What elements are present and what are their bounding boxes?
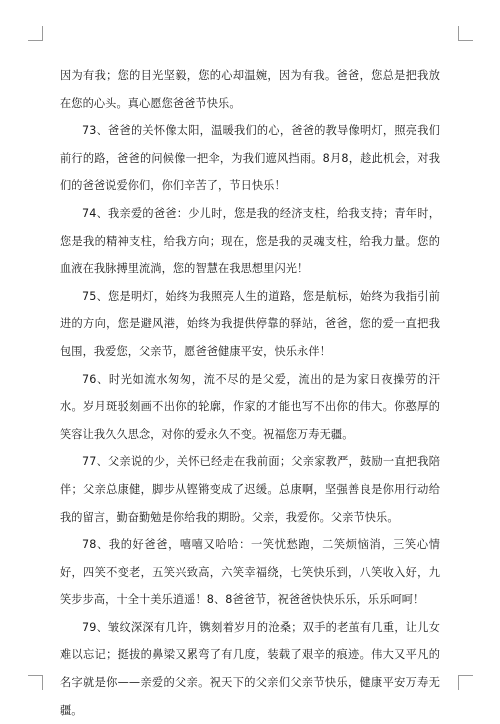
paragraph-76: 76、时光如流水匆匆，流不尽的是父爱，流出的是为家日夜操劳的汗水。岁月斑驳刻画不出你的轮廓，作家的才能也写不出你的伟大。你憨厚的笑容让我久久思念，对你的爱永久不变。祝福您万寿无疆。 [60, 372, 440, 441]
paragraph-74: 74、我亲爱的爸爸：少儿时，您是我的经济支柱，给我支持；青年时，您是我的精神支柱，给我方向；现在，您是我的灵魂支柱，给我力量。您的血液在我脉搏里流淌，您的智慧在我思想里闪光！ [60, 206, 440, 276]
document-body [60, 62, 440, 724]
crop-mark-top-right [458, 26, 473, 41]
paragraph-continuation: 因为有我；您的目光坚毅，您的心却温婉，因为有我。爸爸，您总是把我放在您的心头。真心愿您爸爸节快乐。 [60, 69, 440, 110]
paragraph-78: 78、我的好爸爸，嘻嘻又哈哈：一笑忧愁跑，二笑烦恼消，三笑心情好，四笑不变老，五笑兴致高，六笑幸福绕，七笑快乐到，八笑收入好，九笑步步高，十全十美乐逍遥！8、8爸爸节，祝爸爸快快乐乐，乐乐呵呵！ [60, 538, 440, 607]
crop-mark-top-left [28, 26, 43, 41]
paragraph-73: 73、爸爸的关怀像太阳，温暖我们的心，爸爸的教导像明灯，照亮我们前行的路，爸爸的问候像一把伞，为我们遮风挡雨。8月8，趁此机会，对我们的爸爸说爱你们，你们辛苦了，节日快乐！ [60, 124, 440, 193]
paragraph-75: 75、您是明灯，始终为我照亮人生的道路，您是航标，始终为我指引前进的方向，您是避风港，始终为我提供停靠的驿站，爸爸，您的爱一直把我包围，我爱您，父亲节，愿爸爸健康平安，快乐永伴！ [60, 289, 440, 358]
paragraph-77: 77、父亲说的少，关怀已经走在我前面；父亲家教严，鼓励一直把我陪伴；父亲总康健，脚步从铿锵变成了迟缓。总康啊，坚强善良是你用行动给我的留言，勤奋勤勉是你给我的期盼。父亲，我爱你。父亲节快乐。 [60, 455, 440, 524]
paragraph-79: 79、皱纹深深有几许，镌刻着岁月的沧桑；双手的老茧有几重，让儿女难以忘记；挺拔的鼻梁又累弯了有几度，装载了艰辛的痕迹。伟大又平凡的名字就是你——亲爱的父亲。祝天下的父亲们父亲节快乐，健康平安万寿无疆。 [60, 620, 440, 717]
crop-mark-bottom-left [28, 675, 43, 690]
crop-mark-bottom-right [458, 675, 473, 690]
